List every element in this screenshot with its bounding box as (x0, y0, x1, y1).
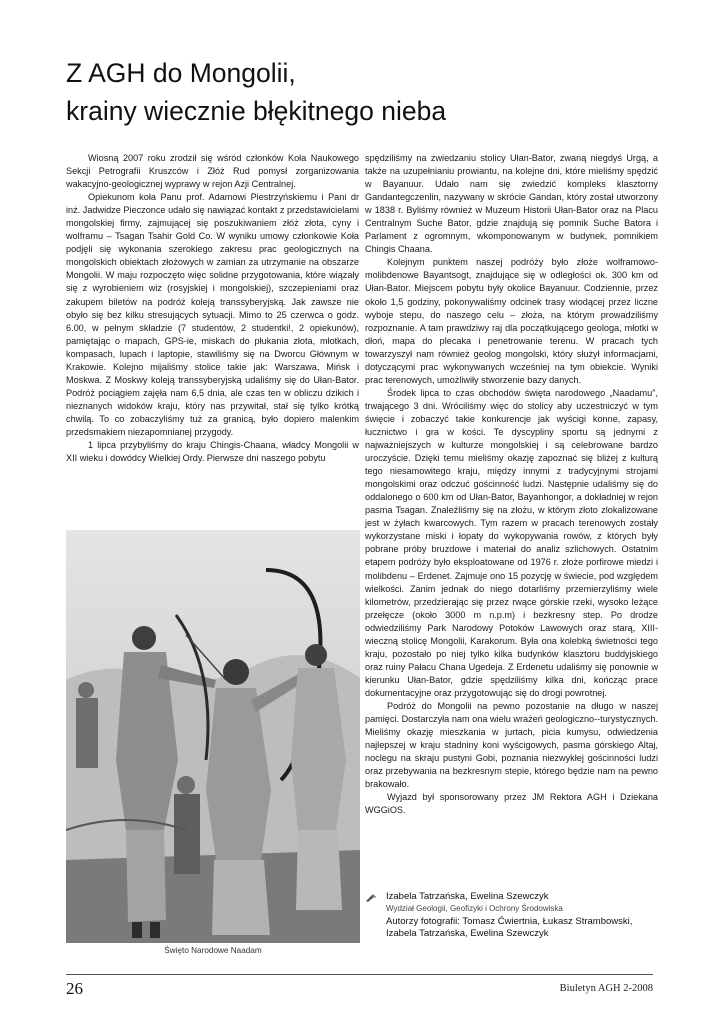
paragraph: Wyjazd był sponsorowany przez JM Rektora AGH i Dziekana WGGiOS. (365, 792, 658, 816)
article-photo (66, 530, 360, 943)
title-line-1: Z AGH do Mongolii, (66, 58, 296, 88)
paragraph: 1 lipca przybyliśmy do kraju Chingis-Chaana, władcy Mongolii w XII wieku i dowódcy Wielkiej Ordy. Pierwsze dni naszego pobytu (66, 440, 359, 464)
left-column (66, 152, 359, 465)
right-column (365, 152, 658, 817)
paragraph: Wiosną 2007 roku zrodził się wśród członków Koła Naukowego Sekcji Petrografii Kruszców i Złóż Rud pomysł zorganizowania wakacyjno-geologicznej wyprawy w rejon Azji Centralnej. (66, 153, 359, 190)
photo-credit-line-1: Autorzy fotografii: Tomasz Ćwiertnia, Łukasz Strambowski, (386, 915, 633, 927)
author-names: Izabela Tatrzańska, Ewelina Szewczyk (386, 891, 549, 902)
department: Wydział Geologii, Geofizyki i Ochrony Środowiska (386, 904, 563, 914)
author-block (366, 891, 666, 941)
journal-name: Biuletyn AGH 2-2008 (559, 983, 653, 994)
footer-divider (66, 974, 653, 975)
article-title (66, 54, 666, 130)
paragraph: Opiekunom koła Panu prof. Adamowi Piestrzyńskiemu i Pani dr inż. Jadwidze Pieczonce udało się nawiązać kontakt z przedstawicielami mongolskiej firmy, zajmującej się poszukiwaniem złóż złota, cyny i wolframu – Tsagan Tsahir Gold Co. W wyniku umowy członkowie Koła podjęli się wykonania szerokiego zakresu prac geologicznych na mongolskich obiektach złożowych w zamian za utrzymanie na obszarze Mongolii. W maju rozpoczęto więc solidne przygotowania, które wiązały się z wyrobieniem wiz (rosyjskiej i mongolskiej), szczepieniami oraz zakupem biletów na podróż koleją transsyberyjską. Jak zawsze nie obyło się bez kilku stresujących sytuacji. Mimo to 25 czerwca o godz. 6.00, w pełnym składzie (7 studentów, 2 studentki!, 2 opiekunów), pamiętając o mapach, GPS-ie, miskach do płukania złota, młotkach, kompasach, lupach i laptopie, stawiliśmy się na Dworcu Głównym w Krakowie. Kolejno mijaliśmy stolice takie jak: Warszawa, Mińsk i Moskwa. Z Moskwy koleją transsyberyjską udaliśmy się do Ułan-Bator. Podróż pociągiem zajęła nam 6,5 dnia, ale czas ten w obliczu dzikich i nieznanych widoków kraju, który nas przywitał, stał się tylko krótką chwilą. To co zobaczyliśmy tuż za granicą, było dopiero malenkim przedsmakiem niezapomnianej przygody. (66, 192, 359, 437)
pen-icon (366, 894, 376, 902)
photo-caption: Święto Narodowe Naadam (164, 946, 262, 955)
paragraph: spędziliśmy na zwiedzaniu stolicy Ułan-Bator, zwaną niegdyś Urgą, a także na uzupełnianiu prowiantu, na kolejne dni, które mieliśmy spędzić w Bayanuur. Udało nam się zwiedzić kompleks klasztorny Gandantegczenlin, nazywany w skrócie Gandan, który został utworzony w 1838 r. Byliśmy również w Muzeum Historii Ułan-Bator oraz na Placu Centralnym Suche Bator, gdzie znajdują się pomnik Suche Batora i Parlament z ogromnym, wkomponowanym w budynek, pomnikiem Chingis Chaana. (365, 153, 658, 255)
paragraph: Kolejnym punktem naszej podróży było złoże wolframowo-molibdenowe Bayantsogt, znajdujące się w odległości ok. 300 km od Ułan-Bator. Miejscem pobytu były okolice Bayanuur. Codziennie, przez około 1,5 godziny, pokonywaliśmy odcinek trasy wiodącej przez liczne wyboje stepu, do naszego celu – złoża, na którym prowadziliśmy rozpoznanie. A tam prawdziwy raj dla początkującego geologa, młotki w dłoń, mapa do plecaka i penetrowanie terenu. W pracach tych towarzyszył nam również geolog mongolski, który służył informacjami, dotyczącymi prac wykonywanych wcześniej na tym obiekcie. Wyniki prac terenowych, umożliwiły stworzenie bazy danych. (365, 257, 658, 385)
photo-credit-line-2: Izabela Tatrzańska, Ewelina Szewczyk (386, 928, 549, 940)
page-number: 26 (66, 979, 83, 998)
paragraph: Podróż do Mongolii na pewno pozostanie na długo w naszej pamięci. Dostarczyła nam ona wielu wrażeń geologiczno--turystycznych. Mieliśmy okazję mieszkania w jurtach, picia kumysu, odwiedzenia najlepszej w kraju stadniny koni wyścigowych, pasma górskiego Altaj, noclegu na skraju pustyni Gobi, poznania niezwykłej gościnności ludzi oraz przebywania na bezkresnym stepie, którego będzie nam na pewno brakowało. (365, 700, 658, 790)
title-line-2: krainy wiecznie błękitnego nieba (66, 96, 447, 126)
paragraph: Środek lipca to czas obchodów święta narodowego „Naadamu", trwającego 3 dni. Wróciliśmy więc do stolicy aby uczestniczyć w tym święcie i zobaczyć takie konkurencje jak wyścigi konne, zapasy, łucznictwo i gra w kości. Te dyscypliny sportu są jednymi z najważniejszych w kulturze mongolskiej i są celebrowane bardzo uroczyście. Dzięki temu mieliśmy okazję zapoznać się bliżej z kulturą tego niesamowitego kraju, między innymi z tradycyjnymi strojami mongolskimi oraz odczuć gościnność ludzi. Następnie udaliśmy się do oddalonego o 600 km od Ułan-Bator, Bayanhongor, a dokładniej w rejon pasma Tsagan. Znaleźliśmy się na złożu, w którym złoto zlokalizowane jest w żyłach kwarcowych. Tym razem w pracach terenowych zostały wykorzystane miski i łopaty do wykopywania rowów, z których były pobrane próby bruzdowe i materiał do analiz szlichowych. Ostatnim etapem podróży było eksploatowane od 1976 r. złoże porfirowe miedzi i molibdenu – Erdenet. Zajmuje ono 15 pozycję w świecie, pod względem wielkości. Zanim jednak do niego dotarliśmy przemierzyliśmy wiele kilometrów, przedzierając się przez rwące górskie rzeki, wysoko leżące przełęcze (około 3000 m n.p.m) i bezkresny step. Po drodze odwiedziliśmy Park Narodowy Potoków Lawowych oraz starą, XIII-wieczną stolicę Mongolii, Karakorum. Była ona kolebką świetności tego kraju, pozostało po niej tylko kilka budynków klasztoru buddyjskiego oraz ruiny Pałacu Chana Ugedeja. Z Erdenetu udaliśmy się ponownie w kierunku Ułan-Bator, gdzie spędziliśmy kilka dni, kończąc prace dokumentacyjne oraz przygotowując się do drogi powrotnej. (365, 387, 658, 698)
